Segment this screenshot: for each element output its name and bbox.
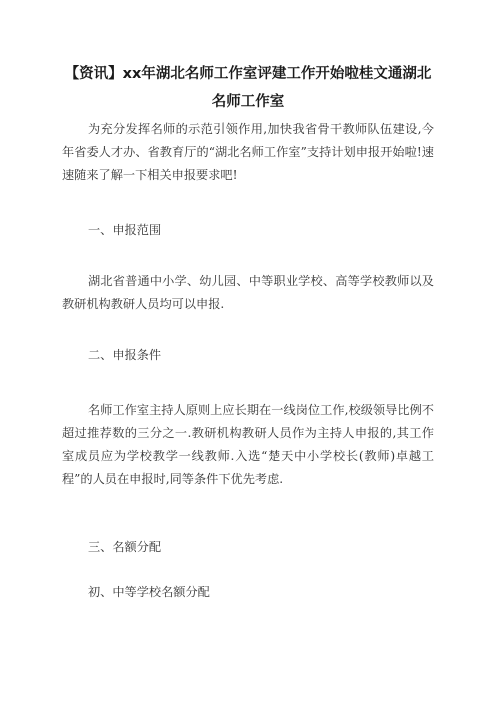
section-3-heading: 三、名额分配 xyxy=(88,540,162,554)
document-title: 【资讯】xx年湖北名师工作室评建工作开始啦桂文通湖北名师工作室 xyxy=(64,66,432,110)
section-1-heading: 一、申报范围 xyxy=(88,223,162,237)
section-3-subheading: 初、中等学校名额分配 xyxy=(88,585,210,599)
section-2-body: 名师工作室主持人原则上应长期在一线岗位工作,校级领导比例不超过推荐数的三分之一.教研机构教研人员作为主持人申报的,其工作室成员应为学校教学一线教师.入选“楚天中小学校长(教师)卓越工程”的人员在申报时,同等条件下优先考虑. xyxy=(62,403,434,486)
intro-paragraph: 为充分发挥名师的示范引领作用,加快我省骨干教师队伍建设,今年省委人才办、省教育厅的“湖北名师工作室”支持计划申报开始啦!速速随来了解一下相关申报要求吧! xyxy=(62,122,434,182)
section-1-body: 湖北省普通中小学、幼儿园、中等职业学校、高等学校教师以及教研机构教研人员均可以申报. xyxy=(62,274,434,311)
section-2-heading: 二、申报条件 xyxy=(88,348,162,362)
